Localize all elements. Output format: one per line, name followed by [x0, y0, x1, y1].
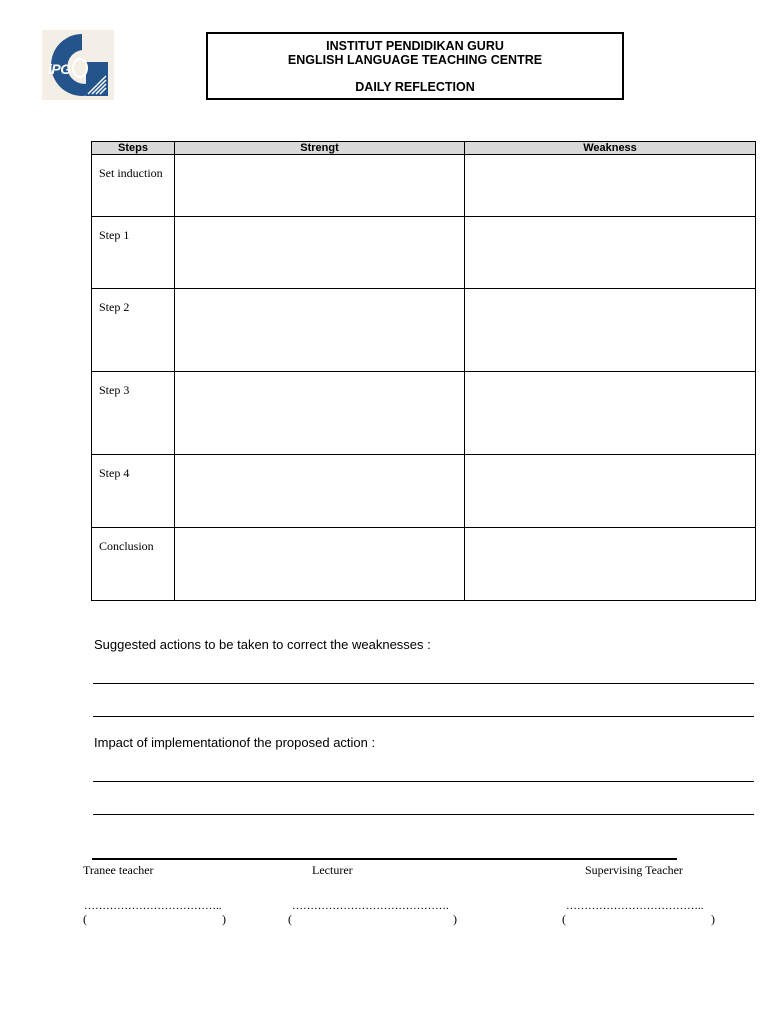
strength-cell[interactable]	[175, 155, 465, 217]
weakness-cell[interactable]	[465, 372, 756, 455]
step-label: Conclusion	[92, 528, 175, 601]
column-header-weakness: Weakness	[465, 142, 756, 155]
suggested-actions-label: Suggested actions to be taken to correct the weaknesses :	[94, 637, 431, 652]
weakness-cell[interactable]	[465, 289, 756, 372]
supervising-teacher-label: Supervising Teacher	[585, 863, 683, 877]
supervisor-name-close-paren: )	[711, 912, 715, 926]
lecturer-signature-line[interactable]: …………………………………….	[292, 900, 449, 912]
table-row	[92, 217, 756, 289]
answer-line[interactable]	[93, 814, 754, 815]
reflection-table	[91, 141, 756, 601]
lecturer-name-close-paren: )	[453, 912, 457, 926]
trainee-signature-line[interactable]: ………………………………..	[84, 900, 222, 912]
weakness-cell[interactable]	[465, 155, 756, 217]
trainee-name-open-paren: (	[83, 912, 87, 926]
strength-cell[interactable]	[175, 217, 465, 289]
step-label: Step 2	[92, 289, 175, 372]
table-row	[92, 455, 756, 528]
header-title-box	[206, 32, 624, 100]
trainee-name-close-paren: )	[222, 912, 226, 926]
strength-cell[interactable]	[175, 289, 465, 372]
strength-cell[interactable]	[175, 528, 465, 601]
step-label: Step 1	[92, 217, 175, 289]
impact-label: Impact of implementationof the proposed action :	[94, 735, 376, 750]
signature-divider	[92, 858, 677, 860]
supervisor-name-open-paren: (	[562, 912, 566, 926]
logo-text: iPG	[48, 61, 71, 77]
step-label: Step 3	[92, 372, 175, 455]
weakness-cell[interactable]	[465, 455, 756, 528]
answer-line[interactable]	[93, 716, 754, 717]
strength-cell[interactable]	[175, 372, 465, 455]
table-row	[92, 289, 756, 372]
table-row	[92, 155, 756, 217]
supervisor-signature-line[interactable]: ………………………………..	[566, 900, 704, 912]
answer-line[interactable]	[93, 781, 754, 782]
column-header-strength: Strengt	[175, 142, 465, 155]
column-header-steps: Steps	[92, 142, 175, 155]
table-row	[92, 372, 756, 455]
lecturer-name-open-paren: (	[288, 912, 292, 926]
trainee-teacher-label: Tranee teacher	[83, 863, 154, 877]
step-label: Step 4	[92, 455, 175, 528]
form-title: DAILY REFLECTION	[355, 80, 475, 94]
ipg-logo	[42, 30, 114, 100]
step-label: Set induction	[92, 155, 175, 217]
centre-name: ENGLISH LANGUAGE TEACHING CENTRE	[287, 53, 543, 67]
strength-cell[interactable]	[175, 455, 465, 528]
institute-name: INSTITUT PENDIDIKAN GURU	[326, 39, 504, 53]
table-row	[92, 528, 756, 601]
weakness-cell[interactable]	[465, 217, 756, 289]
table-header-row	[92, 142, 756, 155]
weakness-cell[interactable]	[465, 528, 756, 601]
lecturer-label: Lecturer	[312, 863, 353, 877]
answer-line[interactable]	[93, 683, 754, 684]
